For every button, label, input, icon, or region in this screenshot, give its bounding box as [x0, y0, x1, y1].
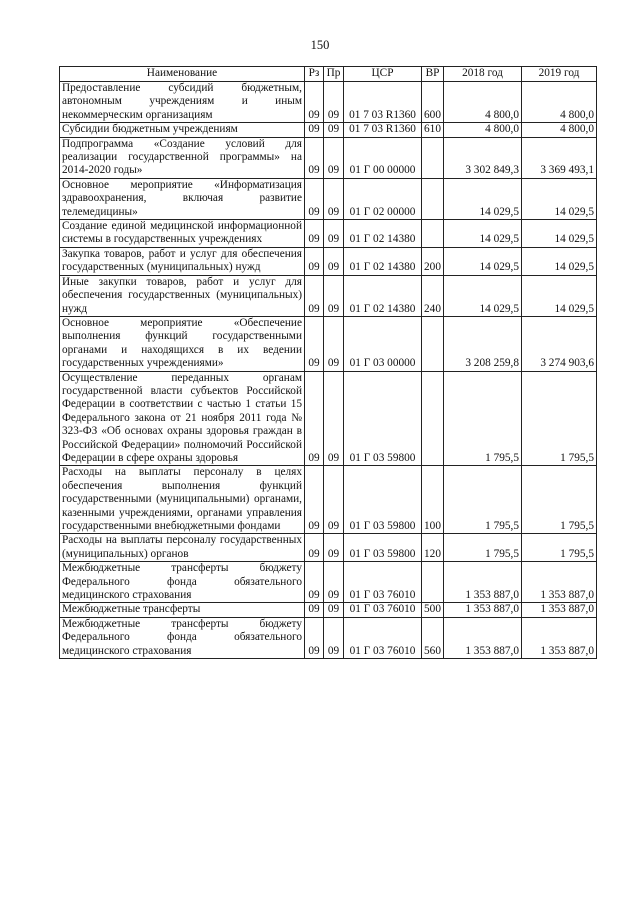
- cell-rz: 09: [305, 562, 324, 603]
- cell-2019: 14 029,5: [522, 178, 597, 219]
- table-row: [60, 137, 597, 178]
- cell-2019: 1 795,5: [522, 534, 597, 562]
- cell-rz: 09: [305, 178, 324, 219]
- cell-csr: 01 Г 02 14380: [344, 220, 422, 248]
- table-row: [60, 466, 597, 534]
- cell-rz: 09: [305, 466, 324, 534]
- cell-2019: 4 800,0: [522, 123, 597, 137]
- cell-2018: 14 029,5: [444, 178, 522, 219]
- cell-vr: 200: [422, 247, 444, 275]
- table-row: [60, 220, 597, 248]
- cell-vr: 100: [422, 466, 444, 534]
- cell-rz: 09: [305, 82, 324, 123]
- cell-2019: 3 274 903,6: [522, 316, 597, 371]
- cell-vr: [422, 562, 444, 603]
- cell-pr: 09: [324, 316, 344, 371]
- cell-2018: 1 353 887,0: [444, 603, 522, 617]
- cell-pr: 09: [324, 466, 344, 534]
- cell-csr: 01 Г 03 76010: [344, 562, 422, 603]
- header-2019: 2019 год: [522, 67, 597, 82]
- cell-2018: 1 353 887,0: [444, 562, 522, 603]
- header-rz: Рз: [305, 67, 324, 82]
- header-csr: ЦСР: [344, 67, 422, 82]
- cell-2019: 1 353 887,0: [522, 603, 597, 617]
- table-row: [60, 82, 597, 123]
- cell-name: Осуществление переданных органам государственной власти субъектов Российской Федерации в соответствии с частью 1 статьи 15 Федерального закона от 21 ноября 2011 года № 323-ФЗ «Об основах охраны здоровья граждан в Российской Федерации» полномочий Российской Федерации в сфере охраны здоровья: [60, 371, 305, 466]
- cell-2018: 14 029,5: [444, 220, 522, 248]
- cell-csr: 01 Г 02 14380: [344, 275, 422, 316]
- cell-pr: 09: [324, 562, 344, 603]
- cell-2018: 1 795,5: [444, 371, 522, 466]
- cell-pr: 09: [324, 82, 344, 123]
- header-name: Наименование: [60, 67, 305, 82]
- cell-pr: 09: [324, 371, 344, 466]
- cell-pr: 09: [324, 137, 344, 178]
- cell-rz: 09: [305, 534, 324, 562]
- cell-2018: 3 302 849,3: [444, 137, 522, 178]
- cell-2019: 4 800,0: [522, 82, 597, 123]
- cell-name: Межбюджетные трансферты: [60, 603, 305, 617]
- cell-name: Основное мероприятие «Обеспечение выполнения функций государственными органами и находящихся в их ведении государственных учреждениями»: [60, 316, 305, 371]
- cell-vr: 240: [422, 275, 444, 316]
- cell-vr: 610: [422, 123, 444, 137]
- table-row: [60, 316, 597, 371]
- table-row: [60, 247, 597, 275]
- cell-csr: 01 Г 03 00000: [344, 316, 422, 371]
- budget-table: [59, 66, 597, 659]
- cell-name: Расходы на выплаты персоналу государственных (муниципальных) органов: [60, 534, 305, 562]
- cell-pr: 09: [324, 617, 344, 658]
- cell-2019: 1 795,5: [522, 466, 597, 534]
- table-row: [60, 562, 597, 603]
- cell-csr: 01 Г 03 59800: [344, 371, 422, 466]
- cell-name: Иные закупки товаров, работ и услуг для обеспечения государственных (муниципальных) нужд: [60, 275, 305, 316]
- cell-vr: [422, 178, 444, 219]
- cell-csr: 01 Г 03 76010: [344, 617, 422, 658]
- cell-csr: 01 Г 02 00000: [344, 178, 422, 219]
- cell-2019: 1 353 887,0: [522, 562, 597, 603]
- table-row: [60, 371, 597, 466]
- cell-rz: 09: [305, 123, 324, 137]
- cell-2018: 1 795,5: [444, 534, 522, 562]
- cell-csr: 01 Г 03 59800: [344, 534, 422, 562]
- cell-name: Расходы на выплаты персоналу в целях обеспечения выполнения функций государственными (муниципальными) органами, казенными учреждениями, органами управления государственными внебюджетными фондами: [60, 466, 305, 534]
- cell-vr: 500: [422, 603, 444, 617]
- cell-csr: 01 Г 03 59800: [344, 466, 422, 534]
- cell-name: Предоставление субсидий бюджетным, автономным учреждениям и иным некоммерческим организациям: [60, 82, 305, 123]
- cell-2018: 1 795,5: [444, 466, 522, 534]
- header-pr: Пр: [324, 67, 344, 82]
- cell-csr: 01 7 03 R1360: [344, 123, 422, 137]
- cell-vr: [422, 316, 444, 371]
- cell-rz: 09: [305, 220, 324, 248]
- table-row: [60, 534, 597, 562]
- cell-name: Закупка товаров, работ и услуг для обеспечения государственных (муниципальных) нужд: [60, 247, 305, 275]
- table-row: [60, 178, 597, 219]
- cell-name: Основное мероприятие «Информатизация здравоохранения, включая развитие телемедицины»: [60, 178, 305, 219]
- cell-name: Межбюджетные трансферты бюджету Федерального фонда обязательного медицинского страхования: [60, 562, 305, 603]
- table-body: [60, 82, 597, 659]
- cell-rz: 09: [305, 275, 324, 316]
- cell-vr: [422, 220, 444, 248]
- table-header-row: [60, 67, 597, 82]
- cell-vr: 120: [422, 534, 444, 562]
- cell-2018: 3 208 259,8: [444, 316, 522, 371]
- cell-2019: 1 795,5: [522, 371, 597, 466]
- cell-2019: 14 029,5: [522, 247, 597, 275]
- cell-vr: 600: [422, 82, 444, 123]
- cell-name: Субсидии бюджетным учреждениям: [60, 123, 305, 137]
- cell-pr: 09: [324, 603, 344, 617]
- cell-rz: 09: [305, 371, 324, 466]
- cell-name: Межбюджетные трансферты бюджету Федерального фонда обязательного медицинского страхования: [60, 617, 305, 658]
- cell-rz: 09: [305, 316, 324, 371]
- cell-2018: 1 353 887,0: [444, 617, 522, 658]
- cell-2019: 1 353 887,0: [522, 617, 597, 658]
- table-row: [60, 603, 597, 617]
- cell-vr: [422, 137, 444, 178]
- cell-rz: 09: [305, 617, 324, 658]
- cell-2019: 3 369 493,1: [522, 137, 597, 178]
- cell-pr: 09: [324, 220, 344, 248]
- cell-pr: 09: [324, 123, 344, 137]
- cell-rz: 09: [305, 247, 324, 275]
- cell-csr: 01 Г 00 00000: [344, 137, 422, 178]
- cell-pr: 09: [324, 178, 344, 219]
- cell-csr: 01 7 03 R1360: [344, 82, 422, 123]
- cell-csr: 01 Г 03 76010: [344, 603, 422, 617]
- cell-vr: [422, 371, 444, 466]
- cell-vr: 560: [422, 617, 444, 658]
- header-vr: ВР: [422, 67, 444, 82]
- cell-2018: 4 800,0: [444, 123, 522, 137]
- cell-rz: 09: [305, 603, 324, 617]
- cell-pr: 09: [324, 247, 344, 275]
- cell-2018: 14 029,5: [444, 275, 522, 316]
- cell-csr: 01 Г 02 14380: [344, 247, 422, 275]
- cell-name: Создание единой медицинской информационной системы в государственных учреждениях: [60, 220, 305, 248]
- page-number: 150: [310, 38, 330, 52]
- cell-pr: 09: [324, 534, 344, 562]
- cell-2019: 14 029,5: [522, 220, 597, 248]
- cell-2018: 14 029,5: [444, 247, 522, 275]
- cell-2019: 14 029,5: [522, 275, 597, 316]
- cell-pr: 09: [324, 275, 344, 316]
- cell-name: Подпрограмма «Создание условий для реализации государственной программы» на 2014-2020 годы»: [60, 137, 305, 178]
- header-2018: 2018 год: [444, 67, 522, 82]
- table-row: [60, 275, 597, 316]
- cell-2018: 4 800,0: [444, 82, 522, 123]
- cell-rz: 09: [305, 137, 324, 178]
- table-row: [60, 617, 597, 658]
- table-row: [60, 123, 597, 137]
